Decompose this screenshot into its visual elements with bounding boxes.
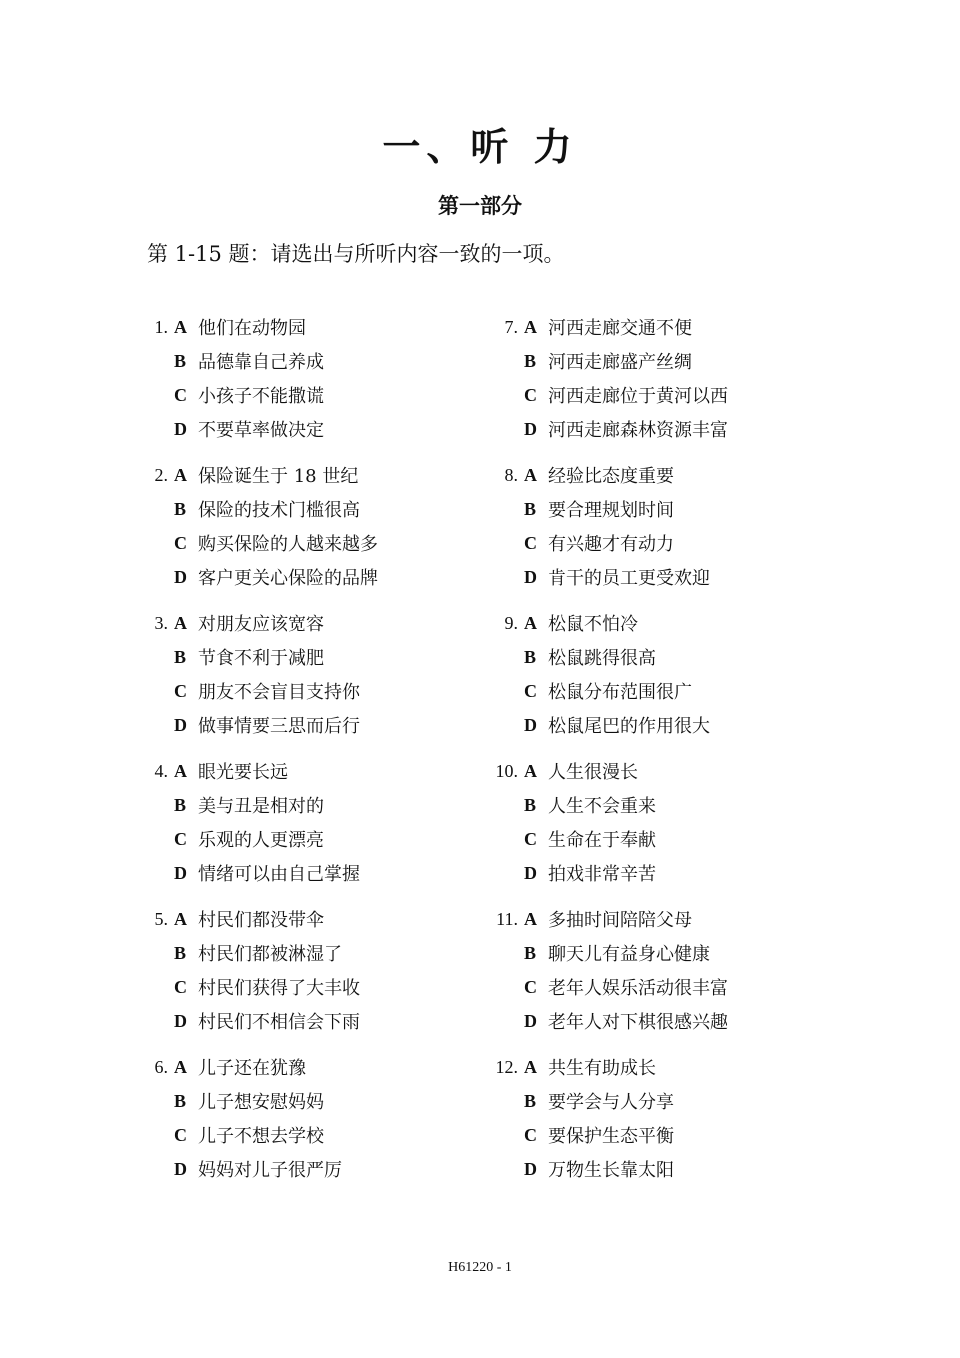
question-number: 2. <box>154 464 168 485</box>
answer-option <box>140 1050 500 1084</box>
answer-option <box>140 412 500 446</box>
page-footer: H61220 - 1 <box>448 1260 512 1275</box>
answer-option <box>140 1084 500 1118</box>
option-letter: B <box>524 1090 537 1111</box>
option-letter: A <box>174 464 187 485</box>
answer-option <box>490 606 850 640</box>
option-text: 生命在于奉献 <box>548 830 656 851</box>
answer-option <box>490 936 850 970</box>
answer-option <box>140 936 500 970</box>
question-block <box>490 902 850 1050</box>
question-number: 3. <box>154 612 168 633</box>
option-text: 不要草率做决定 <box>198 420 324 441</box>
option-letter: B <box>174 350 187 371</box>
option-text: 松鼠分布范围很广 <box>548 682 692 703</box>
option-letter: A <box>174 760 187 781</box>
option-text: 儿子还在犹豫 <box>198 1058 306 1079</box>
answer-option <box>490 526 850 560</box>
option-letter: D <box>174 714 187 735</box>
option-letter: D <box>524 862 537 883</box>
option-letter: A <box>174 612 187 633</box>
option-letter: A <box>524 612 537 633</box>
option-text: 眼光要长远 <box>198 762 288 783</box>
option-text: 肯干的员工更受欢迎 <box>548 568 710 589</box>
answer-option <box>490 492 850 526</box>
option-text: 节食不利于减肥 <box>198 648 324 669</box>
option-letter: C <box>524 532 537 553</box>
instruction-text: 第 1-15 题：请选出与所听内容一致的一项。 <box>147 242 565 266</box>
answer-option <box>140 902 500 936</box>
question-column-left <box>140 310 500 1198</box>
option-letter: D <box>524 714 537 735</box>
answer-option <box>490 310 850 344</box>
answer-option <box>140 310 500 344</box>
question-block <box>140 458 500 606</box>
option-letter: D <box>524 418 537 439</box>
question-block <box>490 458 850 606</box>
answer-option <box>140 708 500 742</box>
option-text: 小孩子不能撒谎 <box>198 386 324 407</box>
option-text: 妈妈对儿子很严厉 <box>198 1160 342 1181</box>
answer-option <box>140 856 500 890</box>
option-letter: A <box>524 316 537 337</box>
answer-option <box>490 1004 850 1038</box>
option-text: 共生有助成长 <box>548 1058 656 1079</box>
option-text: 松鼠尾巴的作用很大 <box>548 716 710 737</box>
option-text: 松鼠不怕冷 <box>548 614 638 635</box>
option-letter: C <box>174 680 187 701</box>
answer-option <box>490 902 850 936</box>
answer-option <box>140 378 500 412</box>
answer-option <box>140 970 500 1004</box>
option-text: 人生很漫长 <box>548 762 638 783</box>
option-text: 保险诞生于 18 世纪 <box>198 466 359 487</box>
option-text: 要学会与人分享 <box>548 1092 674 1113</box>
option-text: 客户更关心保险的品牌 <box>198 568 378 589</box>
answer-option <box>490 1084 850 1118</box>
option-text: 聊天儿有益身心健康 <box>548 944 710 965</box>
question-block <box>140 606 500 754</box>
option-letter: A <box>174 1056 187 1077</box>
option-letter: C <box>174 384 187 405</box>
option-text: 品德靠自己养成 <box>198 352 324 373</box>
option-letter: B <box>174 1090 187 1111</box>
answer-option <box>490 1152 850 1186</box>
option-text: 村民们都没带伞 <box>198 910 324 931</box>
answer-option <box>140 344 500 378</box>
option-letter: C <box>524 976 537 997</box>
section-title: 一、听 力 <box>382 124 578 169</box>
question-number: 6. <box>154 1056 168 1077</box>
answer-option <box>490 560 850 594</box>
option-letter: B <box>524 350 537 371</box>
option-letter: B <box>524 794 537 815</box>
option-text: 河西走廊盛产丝绸 <box>548 352 692 373</box>
answer-option <box>140 1004 500 1038</box>
option-text: 要保护生态平衡 <box>548 1126 674 1147</box>
answer-option <box>490 970 850 1004</box>
option-letter: D <box>174 566 187 587</box>
option-letter: C <box>524 1124 537 1145</box>
option-letter: B <box>174 942 187 963</box>
question-block <box>490 754 850 902</box>
option-letter: B <box>524 942 537 963</box>
answer-option <box>490 378 850 412</box>
option-letter: C <box>524 680 537 701</box>
question-number: 7. <box>504 316 518 337</box>
answer-option <box>490 754 850 788</box>
question-block <box>490 310 850 458</box>
option-text: 村民们获得了大丰收 <box>198 978 360 999</box>
option-text: 多抽时间陪陪父母 <box>548 910 692 931</box>
option-text: 要合理规划时间 <box>548 500 674 521</box>
question-number: 4. <box>154 760 168 781</box>
option-text: 河西走廊交通不便 <box>548 318 692 339</box>
answer-option <box>140 788 500 822</box>
answer-option <box>490 674 850 708</box>
question-column-right <box>490 310 850 1198</box>
option-text: 经验比态度重要 <box>548 466 674 487</box>
option-text: 有兴趣才有动力 <box>548 534 674 555</box>
question-number: 1. <box>154 316 168 337</box>
option-text: 河西走廊森林资源丰富 <box>548 420 728 441</box>
answer-option <box>490 344 850 378</box>
question-number: 12. <box>495 1056 518 1077</box>
option-text: 他们在动物园 <box>198 318 306 339</box>
option-letter: C <box>174 532 187 553</box>
option-text: 儿子想安慰妈妈 <box>198 1092 324 1113</box>
option-text: 朋友不会盲目支持你 <box>198 682 360 703</box>
answer-option <box>140 674 500 708</box>
option-letter: D <box>524 1010 537 1031</box>
option-letter: A <box>524 908 537 929</box>
option-letter: D <box>524 566 537 587</box>
answer-option <box>490 708 850 742</box>
option-text: 人生不会重来 <box>548 796 656 817</box>
question-number: 9. <box>504 612 518 633</box>
answer-option <box>490 458 850 492</box>
question-block <box>140 310 500 458</box>
option-text: 河西走廊位于黄河以西 <box>548 386 728 407</box>
option-text: 情绪可以由自己掌握 <box>198 864 360 885</box>
option-letter: B <box>524 498 537 519</box>
option-text: 乐观的人更漂亮 <box>198 830 324 851</box>
answer-option <box>490 1050 850 1084</box>
option-letter: D <box>174 418 187 439</box>
answer-option <box>140 526 500 560</box>
answer-option <box>140 822 500 856</box>
option-text: 老年人娱乐活动很丰富 <box>548 978 728 999</box>
question-block <box>140 1050 500 1198</box>
answer-option <box>140 492 500 526</box>
option-letter: A <box>524 1056 537 1077</box>
option-letter: A <box>174 908 187 929</box>
answer-option <box>140 640 500 674</box>
option-text: 村民们都被淋湿了 <box>198 944 342 965</box>
option-text: 儿子不想去学校 <box>198 1126 324 1147</box>
option-letter: D <box>174 1158 187 1179</box>
question-number: 11. <box>496 908 518 929</box>
option-letter: A <box>174 316 187 337</box>
question-number: 10. <box>495 760 518 781</box>
option-text: 万物生长靠太阳 <box>548 1160 674 1181</box>
answer-option <box>490 412 850 446</box>
option-text: 对朋友应该宽容 <box>198 614 324 635</box>
answer-option <box>490 640 850 674</box>
option-letter: B <box>524 646 537 667</box>
option-letter: A <box>524 464 537 485</box>
answer-option <box>490 856 850 890</box>
question-number: 8. <box>504 464 518 485</box>
question-block <box>140 754 500 902</box>
answer-option <box>140 754 500 788</box>
option-text: 村民们不相信会下雨 <box>198 1012 360 1033</box>
option-letter: C <box>174 1124 187 1145</box>
question-block <box>140 902 500 1050</box>
option-letter: D <box>174 1010 187 1031</box>
answer-option <box>140 1118 500 1152</box>
answer-option <box>140 560 500 594</box>
answer-option <box>490 1118 850 1152</box>
option-text: 老年人对下棋很感兴趣 <box>548 1012 728 1033</box>
option-letter: B <box>174 794 187 815</box>
question-block <box>490 1050 850 1198</box>
option-letter: D <box>524 1158 537 1179</box>
option-letter: C <box>174 976 187 997</box>
question-number: 5. <box>154 908 168 929</box>
answer-option <box>490 822 850 856</box>
part-heading: 第一部分 <box>438 193 522 218</box>
answer-option <box>490 788 850 822</box>
option-text: 美与丑是相对的 <box>198 796 324 817</box>
option-letter: A <box>524 760 537 781</box>
option-letter: B <box>174 646 187 667</box>
answer-option <box>140 1152 500 1186</box>
option-letter: D <box>174 862 187 883</box>
option-letter: C <box>524 828 537 849</box>
question-block <box>490 606 850 754</box>
option-text: 拍戏非常辛苦 <box>548 864 656 885</box>
option-text: 松鼠跳得很高 <box>548 648 656 669</box>
option-text: 做事情要三思而后行 <box>198 716 360 737</box>
option-letter: B <box>174 498 187 519</box>
answer-option <box>140 606 500 640</box>
option-letter: C <box>174 828 187 849</box>
option-text: 保险的技术门槛很高 <box>198 500 360 521</box>
option-text: 购买保险的人越来越多 <box>198 534 378 555</box>
answer-option <box>140 458 500 492</box>
option-letter: C <box>524 384 537 405</box>
